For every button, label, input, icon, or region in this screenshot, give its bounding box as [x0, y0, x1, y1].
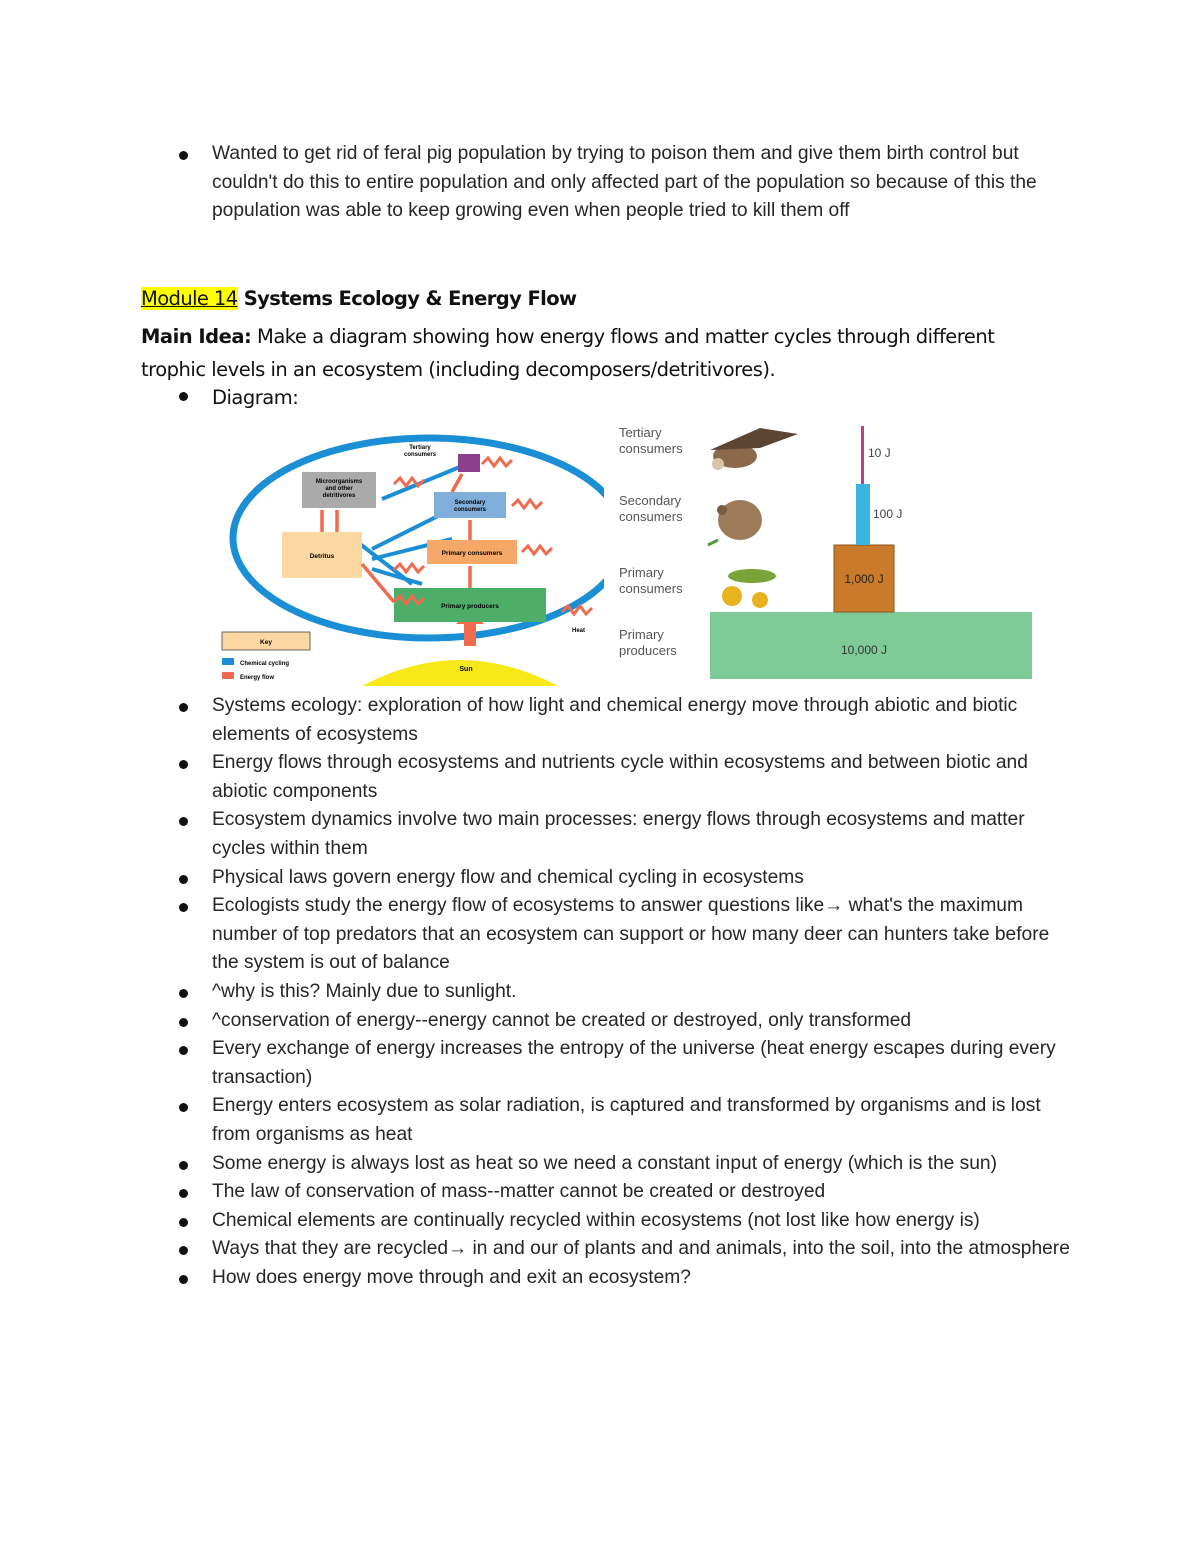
bullet-icon [179, 1018, 188, 1027]
tertiary-box [458, 454, 480, 472]
list-item [176, 806, 1076, 863]
sun-label: Sun [459, 666, 473, 673]
list-item [176, 1264, 1076, 1293]
energy-pyramid [610, 420, 1040, 684]
bullet-text: ^conservation of energy--energy cannot be created or destroyed, only transformed [212, 1009, 912, 1031]
bullet-text: Every exchange of energy increases the entropy of the universe (heat energy escapes during every transaction) [212, 1038, 1056, 1088]
tertiary-label: Tertiary consumers [403, 445, 437, 458]
bullet-text: Wanted to get rid of feral pig population by trying to poison them and give them birth control but couldn't do this to entire population and only affected part of the population so because of this the population was able to keep growing even when people tried to kill them off [212, 143, 1037, 222]
key-chemical-label: Chemical cycling [240, 661, 290, 667]
bullet-text: Some energy is always lost as heat so we need a constant input of energy (which is the sun) [212, 1152, 997, 1174]
bullet-icon [179, 760, 188, 769]
grasshopper-icon [722, 569, 776, 608]
bullet-text: Ecosystem dynamics involve two main processes: energy flows through ecosystems and matter cycles within them [212, 809, 1025, 859]
sun-shape [362, 660, 558, 686]
module-label: Module 14 [141, 287, 238, 310]
secondary-consumers-bar [856, 484, 870, 545]
list-item [176, 1178, 1076, 1207]
bullet-text: How does energy move through and exit an ecosystem? [212, 1266, 691, 1288]
key-energy-swatch [222, 672, 234, 679]
bullet-text: Energy enters ecosystem as solar radiation, is captured and transformed by organisms and is lost from organisms as heat [212, 1095, 1041, 1145]
primary-consumers-label: Primary consumers [441, 550, 503, 557]
pyramid-labels [619, 425, 683, 658]
primary-producers-label: Primary producers [619, 627, 677, 658]
list-item [176, 749, 1076, 806]
list-item [176, 1007, 1076, 1036]
diagram-label [141, 386, 541, 409]
key-title: Key [260, 639, 272, 646]
list-item [176, 692, 1076, 749]
main-idea-label: Main Idea: [141, 325, 252, 348]
bullet-text: Ecologists study the energy flow of ecosystems to answer questions like→ what's the maximum number of top predators that an ecosystem can support or how many deer can hunters take before the system is out of balance [212, 895, 1050, 974]
bullet-icon [179, 1218, 188, 1227]
bullet-icon [179, 817, 188, 826]
bullet-icon [179, 1161, 188, 1170]
hawk-icon [710, 428, 798, 470]
main-bullet-list [176, 692, 1076, 1292]
primary-producers-label: Primary producers [441, 603, 499, 610]
main-idea [141, 320, 1021, 386]
primary-consumers-label: Primary consumers [619, 565, 683, 596]
bullet-text: ^why is this? Mainly due to sunlight. [212, 980, 517, 1002]
bullet-icon [179, 1103, 188, 1112]
bullet-text: Physical laws govern energy flow and chemical cycling in ecosystems [212, 866, 804, 888]
bullet-icon [179, 875, 188, 884]
primary-energy: 1,000 J [844, 572, 884, 586]
bullet-text: Chemical elements are continually recycled within ecosystems (not lost like how energy is) [212, 1209, 980, 1231]
bullet-icon [179, 1046, 188, 1055]
tertiary-consumers-bar [861, 426, 864, 484]
bullet-icon [179, 392, 188, 401]
bullet-text: The law of conservation of mass--matter cannot be created or destroyed [212, 1181, 826, 1203]
module-title: Systems Ecology & Energy Flow [237, 287, 577, 310]
list-item [176, 1035, 1076, 1092]
tertiary-consumers-label: Tertiary consumers [619, 425, 683, 456]
bullet-icon [179, 1189, 188, 1198]
list-item [176, 1235, 1076, 1264]
bullet-icon [179, 1275, 188, 1284]
list-item [176, 1092, 1076, 1149]
list-item [176, 1207, 1076, 1236]
microorganisms-label: Microorganisms and other detritivores [315, 479, 363, 499]
top-bullet-list [176, 140, 1076, 226]
bullet-icon [179, 703, 188, 712]
bullet-text: Ways that they are recycled→ in and our of plants and and animals, into the soil, into the atmosphere [212, 1238, 1070, 1260]
producers-energy: 10,000 J [840, 643, 888, 657]
list-item [176, 1150, 1076, 1179]
list-item [176, 864, 1076, 893]
bullet-text: Energy flows through ecosystems and nutrients cycle within ecosystems and between biotic and abiotic components [212, 752, 1028, 802]
secondary-consumers-label: Secondary consumers [453, 500, 487, 513]
secondary-energy: 100 J [873, 507, 903, 521]
key-energy-label: Energy flow [240, 675, 275, 681]
list-item [176, 140, 1076, 226]
module-heading [141, 287, 1041, 310]
list-item [176, 892, 1076, 978]
bullet-text: Systems ecology: exploration of how light and chemical energy move through abiotic and biotic elements of ecosystems [212, 695, 1018, 745]
mouse-icon [708, 500, 762, 545]
bullet-icon [179, 989, 188, 998]
tertiary-energy: 10 J [868, 446, 891, 460]
bullet-icon [179, 903, 188, 912]
main-idea-text: Make a diagram showing how energy flows and matter cycles through different trophic levels in an ecosystem (including decomposers/detritivores). [141, 325, 995, 381]
heat-label: Heat [572, 628, 586, 634]
energy-cycle-diagram [212, 424, 604, 686]
secondary-consumers-label: Secondary consumers [619, 493, 683, 524]
bullet-icon [179, 1246, 188, 1255]
list-item [176, 978, 1076, 1007]
bullet-icon [179, 151, 188, 160]
key-chemical-swatch [222, 658, 234, 665]
diagram-label-text: Diagram: [212, 386, 299, 409]
detritus-label: Detritus [309, 553, 335, 560]
